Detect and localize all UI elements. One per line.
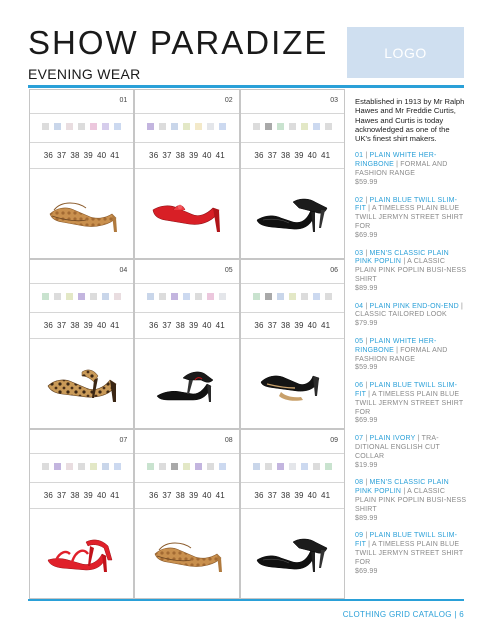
size-option[interactable]: 40: [307, 151, 317, 160]
size-option[interactable]: 39: [188, 321, 199, 330]
size-option[interactable]: 41: [215, 321, 225, 330]
size-option[interactable]: 39: [188, 151, 199, 160]
cell-divider: [30, 142, 133, 143]
size-option[interactable]: 40: [307, 491, 317, 500]
color-swatch[interactable]: [183, 293, 190, 300]
size-option[interactable]: 37: [57, 151, 67, 160]
description-number: 04: [355, 302, 364, 310]
color-swatch[interactable]: [289, 293, 296, 300]
red-strappy-sandal-image[interactable]: [42, 520, 122, 576]
color-swatch[interactable]: [183, 123, 190, 130]
color-swatch[interactable]: [78, 293, 85, 300]
footer-page-label: CLOTHING GRID CATALOG | 6: [342, 610, 464, 619]
color-swatches: [241, 463, 344, 470]
color-swatch[interactable]: [171, 293, 178, 300]
size-option[interactable]: 38: [175, 151, 185, 160]
brand-title: SHOW PARADIZE: [28, 24, 329, 61]
size-option[interactable]: 36: [149, 321, 159, 330]
size-option[interactable]: 37: [57, 491, 67, 500]
product-description: 04 | PLAIN PINK END-ON-END | CLASSIC TAILORED LOOK $79.99: [355, 303, 467, 329]
size-option[interactable]: 37: [267, 151, 277, 160]
description-number: 07: [355, 435, 364, 443]
color-swatch[interactable]: [265, 463, 272, 470]
color-swatch[interactable]: [195, 123, 202, 130]
color-swatch[interactable]: [42, 293, 49, 300]
size-option[interactable]: 37: [162, 151, 172, 160]
cell-divider: [30, 283, 133, 284]
color-swatches: [30, 293, 133, 300]
size-option[interactable]: 38: [175, 321, 185, 330]
size-option[interactable]: 37: [267, 491, 277, 500]
description-number: 01: [355, 152, 364, 160]
color-swatch[interactable]: [289, 123, 296, 130]
size-option[interactable]: 38: [70, 151, 80, 160]
cell-divider: [30, 312, 133, 313]
product-description: 06 | PLAIN BLUE TWILL SLIM-FIT | A TIMELESS PLAIN BLUE TWILL JERMYN STREET SHIRT FOR $69.99: [355, 382, 467, 426]
size-option[interactable]: 39: [83, 321, 93, 330]
product-name-link[interactable]: PLAIN PINK END-ON-END: [369, 302, 459, 310]
description-number: 02: [355, 196, 364, 204]
black-pump-angled-image[interactable]: [147, 350, 227, 406]
color-swatch[interactable]: [66, 123, 73, 130]
size-option[interactable]: 37: [267, 321, 277, 330]
product-description: 03 | MEN'S CLASSIC PLAIN PINK POPLIN | A CLASSIC PLAIN PINK POPLIN BUSI-NESS SHIRT $89.99: [355, 249, 467, 292]
cell-divider: [30, 168, 133, 169]
description-column: [355, 97, 467, 585]
color-swatch[interactable]: [301, 463, 308, 470]
color-swatch[interactable]: [277, 293, 284, 300]
color-swatches: [241, 123, 344, 130]
cell-divider: [241, 113, 344, 114]
size-option[interactable]: 41: [110, 151, 120, 160]
size-option[interactable]: 37: [162, 491, 172, 500]
product-number: 09: [330, 437, 338, 444]
product-cell[interactable]: [29, 89, 134, 259]
color-swatch[interactable]: [277, 123, 284, 130]
size-option[interactable]: 40: [96, 491, 107, 500]
size-option[interactable]: 40: [96, 321, 107, 330]
cell-divider: [135, 142, 238, 143]
color-swatch[interactable]: [253, 293, 260, 300]
product-description-text: TRA-DITIONAL ENGLISH CUT COLLAR: [355, 435, 440, 460]
size-option[interactable]: 38: [281, 321, 291, 330]
size-option[interactable]: 39: [294, 321, 304, 330]
color-swatch[interactable]: [313, 463, 320, 470]
black-pump-image[interactable]: [253, 520, 333, 576]
size-options: [241, 321, 344, 330]
product-description-text: FORMAL AND FASHION RANGE: [355, 346, 448, 363]
color-swatch[interactable]: [102, 123, 109, 130]
product-number: 01: [119, 97, 128, 104]
size-option[interactable]: 40: [202, 491, 212, 500]
product-price: $59.99: [355, 178, 378, 186]
product-description-text: A TIMELESS PLAIN BLUE TWILL JERMYN STREET SHIRT FOR: [355, 391, 464, 416]
product-cell[interactable]: [240, 259, 345, 429]
color-swatch[interactable]: [265, 293, 272, 300]
product-number: 04: [119, 267, 128, 274]
color-swatches: [30, 123, 133, 130]
color-swatch[interactable]: [66, 293, 73, 300]
product-price: $89.99: [355, 514, 378, 522]
color-swatch[interactable]: [325, 463, 332, 470]
color-swatch[interactable]: [207, 463, 214, 470]
size-option[interactable]: 41: [320, 321, 331, 330]
product-description: 02 | PLAIN BLUE TWILL SLIM-FIT | A TIMELESS PLAIN BLUE TWILL JERMYN STREET SHIRT FOR $69.99: [355, 197, 467, 241]
color-swatch[interactable]: [253, 463, 260, 470]
size-options: [30, 491, 133, 500]
description-number: 05: [355, 338, 364, 346]
color-swatch[interactable]: [147, 463, 154, 470]
product-price: $19.99: [355, 461, 378, 469]
tan-snakeskin-pump-image[interactable]: [42, 180, 122, 236]
color-swatch[interactable]: [54, 463, 61, 470]
size-option[interactable]: 41: [215, 151, 225, 160]
leopard-pump-image[interactable]: [42, 350, 122, 406]
product-description-text: FORMAL AND FASHION RANGE: [355, 161, 448, 178]
product-number: 07: [119, 437, 128, 444]
color-swatch[interactable]: [66, 463, 73, 470]
color-swatch[interactable]: [42, 123, 49, 130]
size-option[interactable]: 39: [83, 491, 93, 500]
color-swatch[interactable]: [219, 293, 226, 300]
color-swatch[interactable]: [289, 463, 296, 470]
color-swatch[interactable]: [147, 123, 154, 130]
description-number: 03: [355, 249, 364, 257]
color-swatch[interactable]: [102, 293, 109, 300]
cell-divider: [135, 168, 238, 169]
product-price: $79.99: [355, 320, 378, 328]
product-cell[interactable]: [134, 259, 239, 429]
cell-divider: [241, 338, 344, 339]
product-name-link[interactable]: PLAIN BLUE TWILL SLIM-FIT: [355, 382, 458, 399]
product-price: $89.99: [355, 284, 378, 292]
size-option[interactable]: 38: [70, 321, 80, 330]
size-option[interactable]: 38: [281, 151, 291, 160]
color-swatch[interactable]: [114, 463, 121, 470]
size-option[interactable]: 40: [96, 151, 107, 160]
cell-divider: [135, 312, 238, 313]
cell-divider: [135, 508, 238, 509]
product-cell[interactable]: [240, 429, 345, 599]
cell-divider: [241, 142, 344, 143]
logo: [347, 27, 464, 78]
product-description: 08 | MEN'S CLASSIC PLAIN PINK POPLIN | A CLASSIC PLAIN PINK POPLIN BUSI-NESS SHIRT $89.99: [355, 479, 467, 522]
color-swatch[interactable]: [301, 123, 308, 130]
color-swatch[interactable]: [183, 463, 190, 470]
product-name-link[interactable]: MEN'S CLASSIC PLAIN PINK POPLIN: [355, 249, 449, 266]
color-swatches: [135, 463, 238, 470]
product-price: $69.99: [355, 231, 378, 239]
color-swatch[interactable]: [277, 463, 284, 470]
size-option[interactable]: 36: [254, 151, 264, 160]
tan-snakeskin-pump-image[interactable]: [147, 520, 227, 576]
product-description: 05 | PLAIN WHITE HER-RINGBONE | FORMAL AND FASHION RANGE $59.99: [355, 338, 467, 373]
cell-divider: [135, 283, 238, 284]
size-option[interactable]: 39: [83, 151, 93, 160]
size-option[interactable]: 41: [110, 321, 120, 330]
product-name-link[interactable]: PLAIN WHITE HER-RINGBONE: [355, 338, 437, 354]
color-swatches: [135, 293, 238, 300]
size-option[interactable]: 40: [202, 151, 212, 160]
product-number: 05: [224, 267, 233, 274]
product-price: $69.99: [355, 567, 378, 575]
color-swatch[interactable]: [171, 123, 178, 130]
size-option[interactable]: 36: [43, 491, 54, 500]
product-description-text: CLASSIC TAILORED LOOK: [355, 311, 447, 319]
color-swatch[interactable]: [207, 123, 214, 130]
product-cell[interactable]: [240, 89, 345, 259]
description-number: 06: [355, 382, 364, 390]
size-option[interactable]: 39: [188, 491, 199, 500]
color-swatch[interactable]: [219, 123, 226, 130]
color-swatch[interactable]: [90, 293, 97, 300]
color-swatch[interactable]: [114, 293, 121, 300]
color-swatch[interactable]: [265, 123, 272, 130]
color-swatch[interactable]: [313, 123, 320, 130]
color-swatch[interactable]: [195, 463, 202, 470]
cell-divider: [30, 113, 133, 114]
size-option[interactable]: 37: [57, 321, 67, 330]
size-option[interactable]: 41: [320, 151, 331, 160]
color-swatch[interactable]: [159, 123, 166, 130]
cell-divider: [135, 113, 238, 114]
color-swatch[interactable]: [253, 123, 260, 130]
size-option[interactable]: 41: [215, 491, 225, 500]
size-options: [135, 151, 238, 160]
color-swatch[interactable]: [90, 123, 97, 130]
color-swatch[interactable]: [54, 293, 61, 300]
size-options: [241, 491, 344, 500]
color-swatch[interactable]: [114, 123, 121, 130]
size-option[interactable]: 36: [254, 491, 264, 500]
cell-divider: [241, 283, 344, 284]
size-option[interactable]: 39: [294, 491, 304, 500]
cell-divider: [241, 168, 344, 169]
color-swatch[interactable]: [78, 123, 85, 130]
color-swatches: [135, 123, 238, 130]
product-description-text: A CLASSIC PLAIN PINK POPLIN BUSI-NESS SHIRT: [355, 488, 467, 513]
product-number: 02: [224, 97, 233, 104]
color-swatch[interactable]: [42, 463, 49, 470]
color-swatch[interactable]: [325, 123, 332, 130]
color-swatch[interactable]: [147, 293, 154, 300]
size-options: [241, 151, 344, 160]
cell-divider: [30, 338, 133, 339]
description-number: 08: [355, 479, 364, 487]
product-name-link[interactable]: PLAIN BLUE TWILL SLIM-FIT: [355, 532, 458, 549]
product-number: 08: [224, 437, 233, 444]
size-option[interactable]: 37: [162, 321, 172, 330]
bottom-rule: [28, 599, 464, 601]
cell-divider: [135, 453, 238, 454]
black-tan-pump-image[interactable]: [253, 350, 333, 406]
cell-divider: [30, 508, 133, 509]
size-option[interactable]: 40: [202, 321, 212, 330]
product-description: 09 | PLAIN BLUE TWILL SLIM-FIT | A TIMELESS PLAIN BLUE TWILL JERMYN STREET SHIRT FOR $69.99: [355, 532, 467, 576]
color-swatch[interactable]: [159, 463, 166, 470]
product-price: $59.99: [355, 364, 378, 372]
color-swatch[interactable]: [102, 463, 109, 470]
size-option[interactable]: 38: [70, 491, 80, 500]
cell-divider: [30, 453, 133, 454]
product-price: $69.99: [355, 417, 378, 425]
product-name-link[interactable]: PLAIN BLUE TWILL SLIM-FIT: [355, 196, 458, 213]
product-name-link[interactable]: PLAIN IVORY: [369, 435, 416, 443]
color-swatch[interactable]: [159, 293, 166, 300]
color-swatch[interactable]: [195, 293, 202, 300]
product-description: 01 | PLAIN WHITE HER-RINGBONE | FORMAL AND FASHION RANGE $59.99: [355, 152, 467, 187]
size-option[interactable]: 40: [307, 321, 317, 330]
top-rule: [28, 85, 464, 88]
size-options: [30, 321, 133, 330]
color-swatches: [241, 293, 344, 300]
brand-intro: Established in 1913 by Mr Ralph Hawes and Mr Freddie Curtis, Hawes and Curtis is today acknowledged as one of the UK's finest shirt makers.: [355, 97, 465, 144]
size-option[interactable]: 36: [43, 321, 54, 330]
product-name-link[interactable]: MEN'S CLASSIC PLAIN PINK POPLIN: [355, 479, 449, 496]
product-description-text: A TIMELESS PLAIN BLUE TWILL JERMYN STREET SHIRT FOR: [355, 205, 464, 231]
product-number: 06: [330, 267, 338, 274]
size-option[interactable]: 39: [294, 151, 304, 160]
product-cell[interactable]: [134, 89, 239, 259]
color-swatch[interactable]: [325, 293, 332, 300]
color-swatch[interactable]: [171, 463, 178, 470]
product-cell[interactable]: [29, 429, 134, 599]
product-cell[interactable]: [29, 259, 134, 429]
color-swatch[interactable]: [219, 463, 226, 470]
description-number: 09: [355, 532, 364, 540]
size-option[interactable]: 36: [149, 151, 159, 160]
size-option[interactable]: 36: [149, 491, 159, 500]
product-name-link[interactable]: PLAIN WHITE HER-RINGBONE: [355, 152, 437, 169]
size-option[interactable]: 41: [110, 491, 120, 500]
cell-divider: [241, 508, 344, 509]
cell-divider: [241, 312, 344, 313]
color-swatches: [30, 463, 133, 470]
size-options: [135, 491, 238, 500]
product-description: 07 | PLAIN IVORY | TRA-DITIONAL ENGLISH CUT COLLAR $19.99: [355, 435, 467, 470]
product-description-text: A CLASSIC PLAIN PINK POPLIN BUSI-NESS SHIRT: [355, 258, 467, 284]
size-options: [30, 151, 133, 160]
black-pump-image[interactable]: [253, 180, 333, 236]
color-swatch[interactable]: [90, 463, 97, 470]
size-options: [135, 321, 238, 330]
red-pump-image[interactable]: [147, 180, 227, 236]
logo-text: LOGO: [384, 44, 427, 61]
cell-divider: [135, 338, 238, 339]
color-swatch[interactable]: [78, 463, 85, 470]
cell-divider: [30, 482, 133, 483]
color-swatch[interactable]: [301, 293, 308, 300]
color-swatch[interactable]: [207, 293, 214, 300]
product-number: 03: [330, 97, 338, 104]
product-description-text: A TIMELESS PLAIN BLUE TWILL JERMYN STREET SHIRT FOR: [355, 541, 464, 566]
color-swatch[interactable]: [313, 293, 320, 300]
cell-divider: [241, 482, 344, 483]
size-option[interactable]: 41: [320, 491, 331, 500]
size-option[interactable]: 36: [43, 151, 54, 160]
section-title: EVENING WEAR: [28, 66, 141, 82]
size-option[interactable]: 38: [175, 491, 185, 500]
color-swatch[interactable]: [54, 123, 61, 130]
size-option[interactable]: 36: [254, 321, 264, 330]
cell-divider: [135, 482, 238, 483]
product-grid: [29, 89, 345, 599]
cell-divider: [241, 453, 344, 454]
size-option[interactable]: 38: [281, 491, 291, 500]
product-cell[interactable]: [134, 429, 239, 599]
